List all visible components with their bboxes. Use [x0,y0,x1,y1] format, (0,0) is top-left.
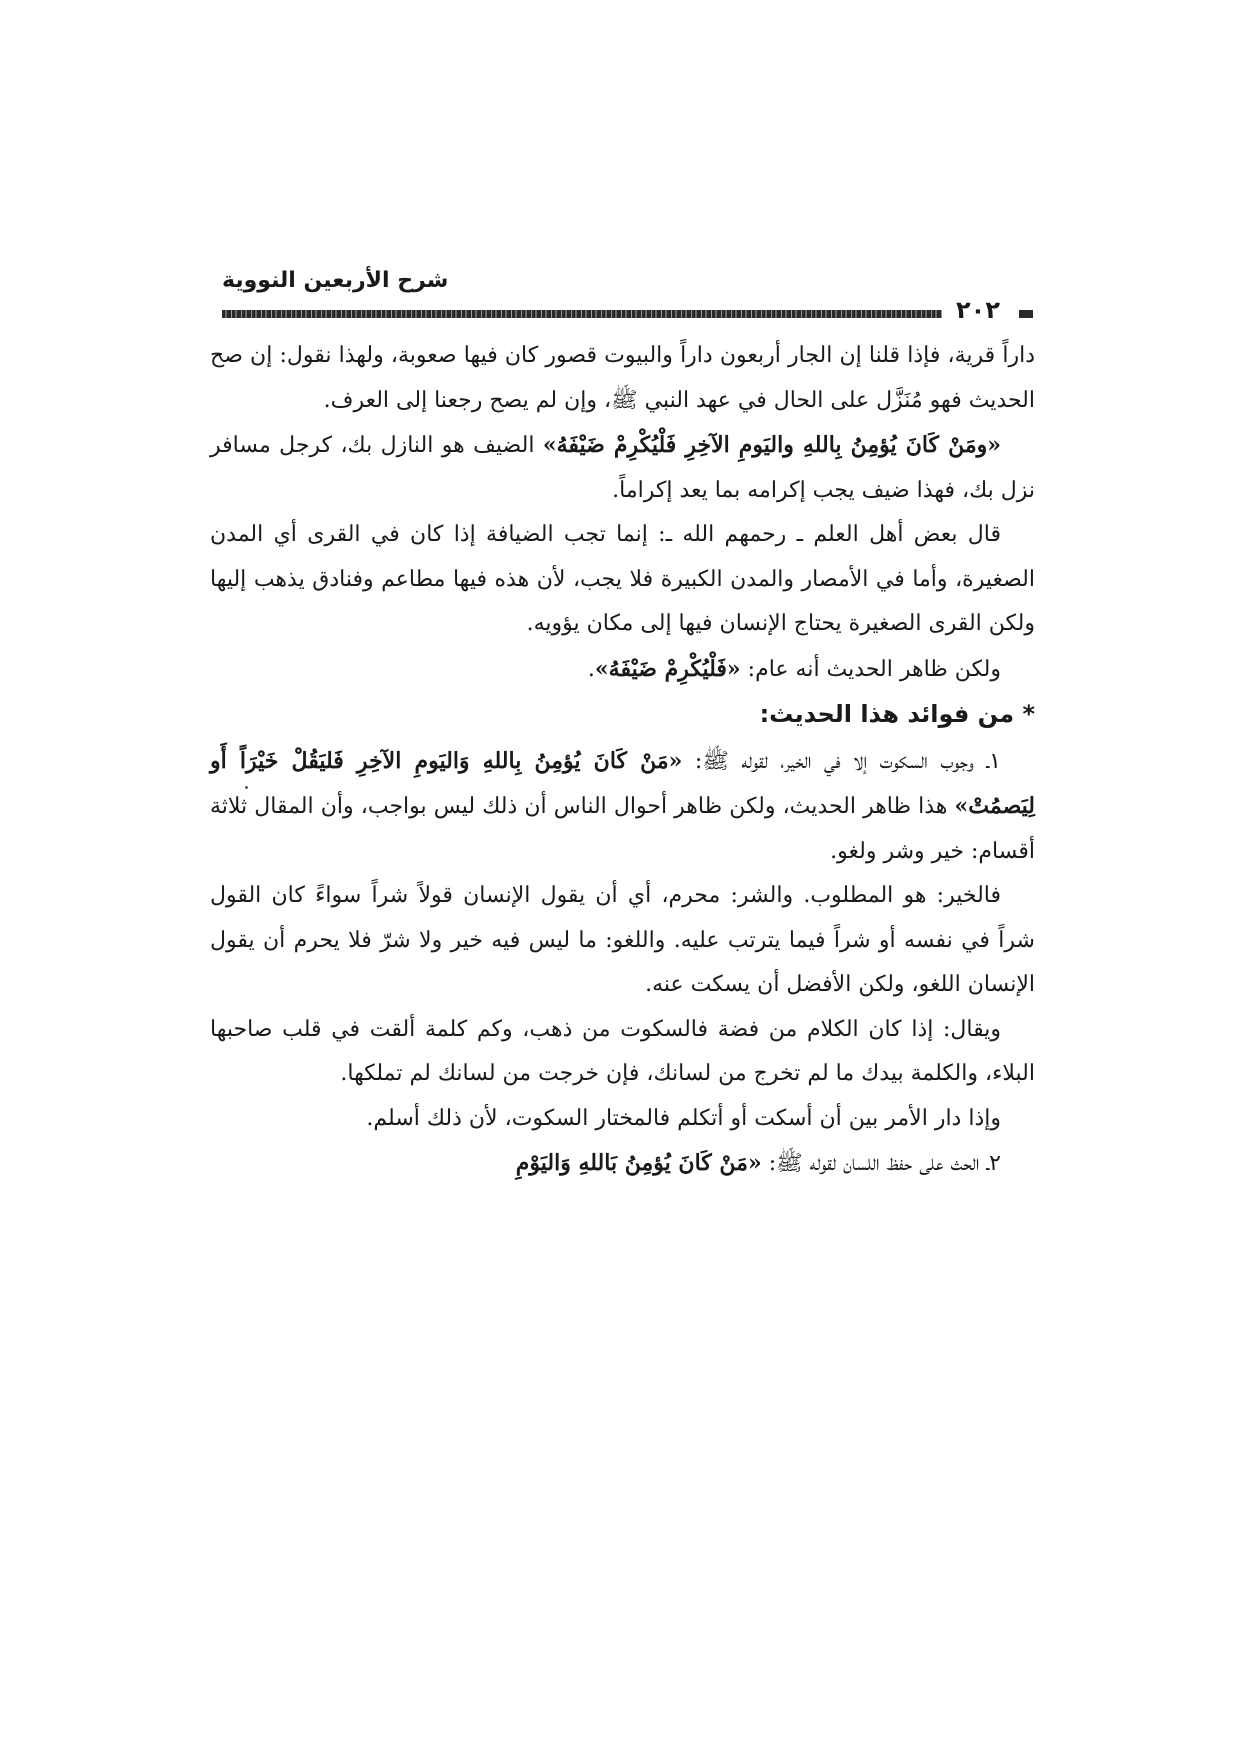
text-segment: داراً قرية، فإذا قلنا إن الجار أربعون داراً والبيوت قصور كان فيها صعوبة، ولهذا نقول: إن صح الحديث فهو مُنَزَّل على الحال في عهد النبي ﷺ، وإن لم يصح رجعنا إلى العرف. [210,343,1035,413]
section-heading: * من فوائد هذا الحديث: [759,700,1035,728]
scan-speck [245,786,248,789]
hadith-quote: «فَلْيُكْرِمْ ضَيْفَهُ» [594,655,741,682]
text-segment: . [587,656,595,682]
paragraph [210,647,1035,693]
body-text [210,334,1035,1187]
hadith-quote: «مَنْ كَانَ يُؤمِنُ بَاللهِ وَاليَوْمِ [515,1150,762,1176]
paragraph [210,513,1035,647]
text-segment: فالخير: هو المطلوب. والشر: محرم، أي أن يقول الإنسان قولاً شراً سواءً كان القول شراً في نفسه أو شراً فيما يترتب عليه. واللغو: ما ليس فيه خير ولا شرّ فلا يحرم أن يقول الإنسان اللغو، ولكن الأفضل أن يسكت عنه. [210,883,1035,997]
text-segment: هذا ظاهر الحديث، ولكن ظاهر أحوال الناس أن ذلك ليس بواجب، وأن المقال ثلاثة أقسام: خير وشر ولغو. [210,794,1035,864]
page-number: ٢٠٢ [956,296,1000,324]
paragraph [210,1008,1035,1097]
paragraph [210,1097,1035,1142]
text-segment: الضيف هو النازل بك، كرجل مسافر نزل بك، فهذا ضيف يجب إكرامه بما يعد إكراماً. [210,433,1035,503]
text-segment: ولكن ظاهر الحديث أنه عام: [740,656,1001,682]
paragraph [210,423,1035,513]
running-header [222,268,1033,324]
text-segment: ٢ـ الحث على حفظ اللسان لقوله ﷺ: [761,1151,1001,1176]
hadith-quote: «ومَنْ كَانَ يُؤمِنُ بِاللهِ واليَومِ الآخِرِ فَلْيُكْرِمْ ضَيْفَهُ» [542,432,1001,458]
book-title: شرح الأربعين النووية [222,268,449,293]
paragraph [210,739,1035,875]
paragraph [210,1141,1035,1187]
paragraph [210,334,1035,423]
header-rule [222,310,942,318]
text-segment: ١ـ وجوب السكوت إلا في الخير، لقوله ﷺ: [682,748,1001,774]
hadith-quote: «مَنْ كَانَ يُؤمِنُ بِاللهِ وَاليَومِ الآخِرِ فَليَقُلْ خَيْرَاً أَو لِيَصمُتْ» [210,747,1035,819]
paragraph [210,874,1035,1008]
text-segment: وإذا دار الأمر بين أن أسكت أو أتكلم فالمختار السكوت، لأن ذلك أسلم. [366,1105,1001,1131]
section-heading-paragraph [210,692,1035,739]
header-rule-end [1019,310,1033,318]
text-segment: ويقال: إذا كان الكلام من فضة فالسكوت من ذهب، وكم كلمة ألقت في قلب صاحبها البلاء، والكلمة بيدك ما لم تخرج من لسانك، فإن خرجت من لسانك لم تملكها. [210,1016,1035,1086]
text-segment: قال بعض أهل العلم ـ رحمهم الله ـ: إنما تجب الضيافة إذا كان في القرى أي المدن الصغيرة، وأما في الأمصار والمدن الكبيرة فلا يجب، لأن هذه فيها مطاعم وفنادق يذهب إليها ولكن القرى الصغيرة يحتاج الإنسان فيها إلى مكان يؤويه. [210,522,1035,636]
